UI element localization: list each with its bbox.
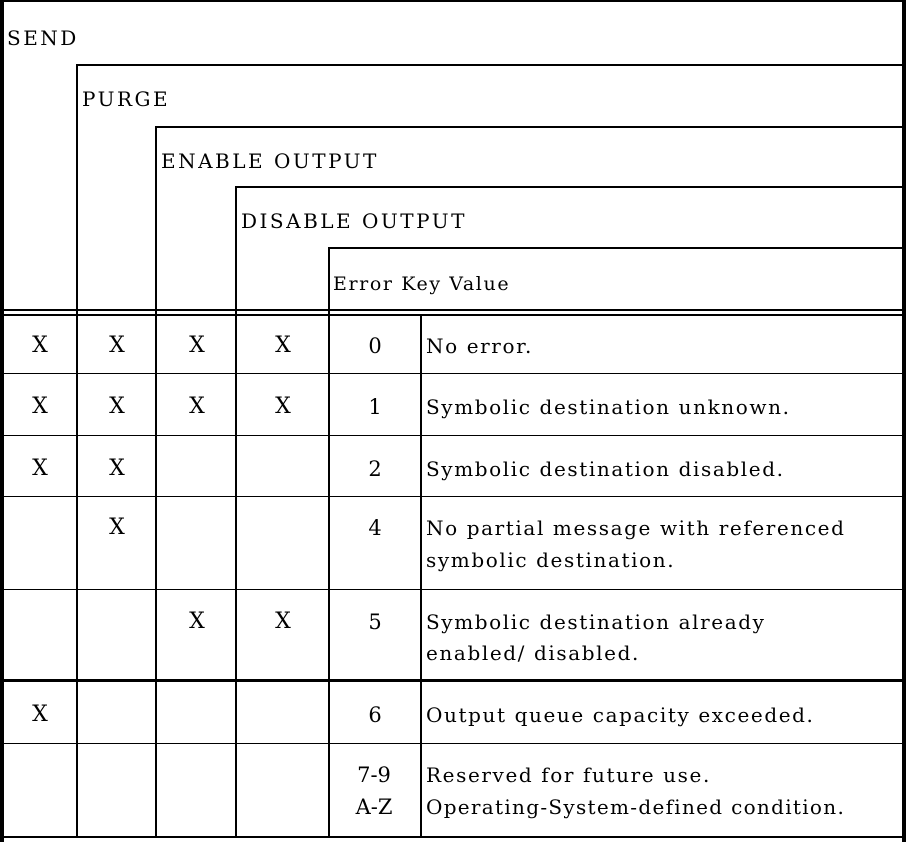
row0-disable: X bbox=[275, 333, 291, 358]
row-line-6 bbox=[4, 743, 902, 744]
header-purge: PURGE bbox=[82, 87, 171, 111]
border-bottom bbox=[0, 836, 906, 838]
row3-description-line2: symbolic destination. bbox=[426, 548, 676, 572]
header-enable-output: ENABLE OUTPUT bbox=[161, 149, 379, 173]
row0-send: X bbox=[32, 333, 48, 358]
row4-description-line1: Symbolic destination already bbox=[426, 610, 766, 634]
row3-description-line1: No partial message with referenced bbox=[426, 516, 846, 540]
row4-disable: X bbox=[275, 609, 291, 634]
row-line-3 bbox=[4, 496, 902, 497]
row2-purge: X bbox=[109, 456, 125, 481]
row6-code-line1: 7-9 bbox=[357, 763, 391, 787]
col-line-1 bbox=[76, 64, 78, 836]
row-line-1 bbox=[4, 373, 902, 374]
row-line-2 bbox=[4, 435, 902, 436]
row4-code: 5 bbox=[368, 610, 382, 634]
row1-description: Symbolic destination unknown. bbox=[426, 395, 791, 419]
row6-code-line2: A-Z bbox=[355, 795, 393, 819]
header-double-line-2 bbox=[4, 314, 902, 316]
row6-description-line1: Reserved for future use. bbox=[426, 763, 711, 787]
border-top bbox=[0, 0, 906, 2]
row1-send: X bbox=[32, 394, 48, 419]
row0-code: 0 bbox=[368, 334, 382, 358]
row2-send: X bbox=[32, 456, 48, 481]
row2-description: Symbolic destination disabled. bbox=[426, 457, 785, 481]
header-line-error bbox=[329, 247, 902, 249]
header-line-purge bbox=[77, 64, 902, 66]
header-disable-output: DISABLE OUTPUT bbox=[241, 209, 467, 233]
border-right bbox=[902, 0, 906, 842]
row5-send: X bbox=[32, 702, 48, 727]
row4-description-line2: enabled/ disabled. bbox=[426, 641, 640, 665]
header-line-disable bbox=[236, 186, 902, 188]
row-line-5-thick bbox=[4, 679, 902, 682]
row6-description-line2: Operating-System-defined condition. bbox=[426, 795, 846, 819]
row5-description: Output queue capacity exceeded. bbox=[426, 703, 815, 727]
header-double-line-1 bbox=[4, 309, 902, 311]
row0-purge: X bbox=[109, 333, 125, 358]
row1-enable: X bbox=[189, 394, 205, 419]
row1-disable: X bbox=[275, 394, 291, 419]
border-left bbox=[0, 0, 4, 842]
row2-code: 2 bbox=[368, 457, 382, 481]
row-line-4 bbox=[4, 589, 902, 590]
header-send: SEND bbox=[7, 26, 79, 50]
row0-enable: X bbox=[189, 333, 205, 358]
col-line-2 bbox=[155, 126, 157, 836]
header-error-key-value: Error Key Value bbox=[333, 273, 511, 295]
row5-code: 6 bbox=[368, 703, 382, 727]
row3-code: 4 bbox=[368, 516, 382, 540]
col-line-3 bbox=[235, 186, 237, 836]
header-line-enable bbox=[156, 126, 902, 128]
row1-code: 1 bbox=[368, 395, 382, 419]
row3-purge: X bbox=[109, 515, 125, 540]
row0-description: No error. bbox=[426, 334, 534, 358]
row1-purge: X bbox=[109, 394, 125, 419]
col-line-5 bbox=[420, 314, 422, 836]
row4-enable: X bbox=[189, 609, 205, 634]
